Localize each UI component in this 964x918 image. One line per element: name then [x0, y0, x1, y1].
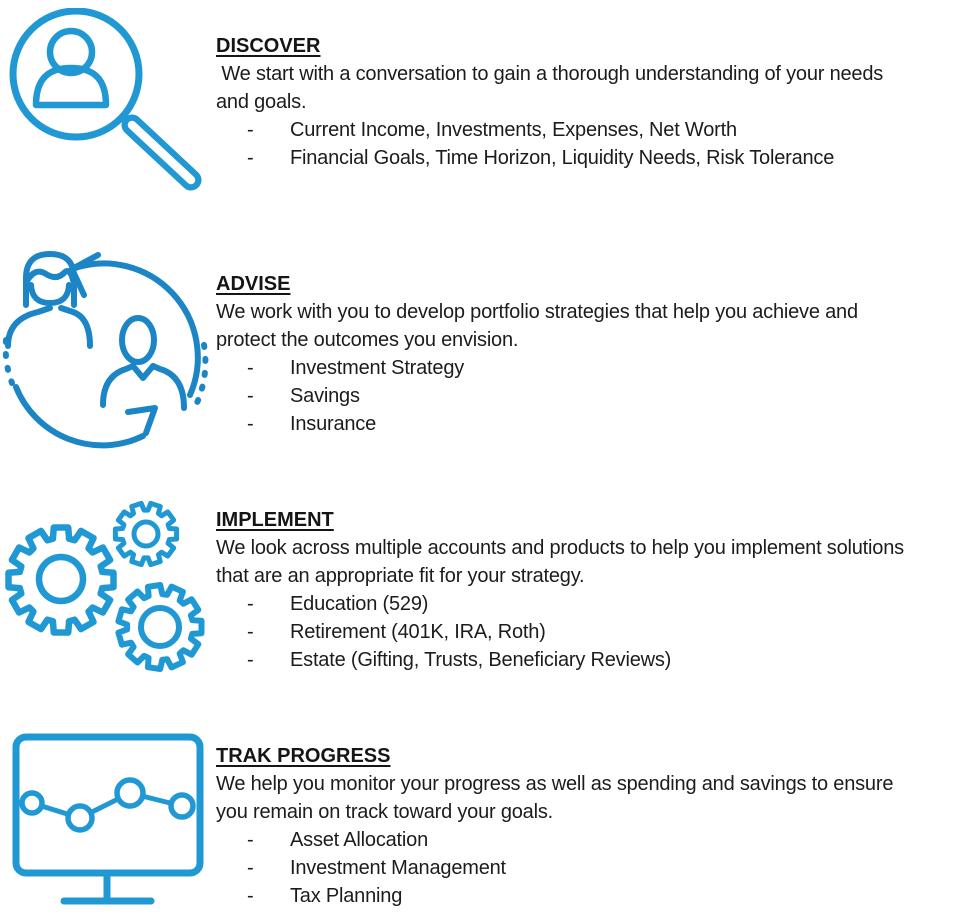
bullet-dash: - — [247, 593, 254, 615]
section-title: DISCOVER — [216, 35, 321, 57]
bullet-text: Savings — [290, 385, 360, 407]
bullet-text: Financial Goals, Time Horizon, Liquidity Needs, Risk Tolerance — [290, 147, 835, 169]
bullet-dash: - — [247, 119, 254, 141]
woman-fringe — [27, 271, 73, 281]
bullet-text: Investment Management — [290, 857, 506, 879]
section-title: IMPLEMENT — [216, 509, 334, 531]
chart-point — [68, 806, 92, 830]
trak-progress-text — [216, 742, 964, 910]
chart-point — [22, 793, 42, 813]
bullet-dash: - — [247, 357, 254, 379]
bullet-dash: - — [247, 413, 254, 435]
arrow-arc-bottom — [16, 387, 143, 445]
bullet-text: Investment Strategy — [290, 357, 465, 379]
bullet-item — [216, 590, 964, 618]
woman-shoulder-left — [8, 308, 50, 346]
bullet-item — [216, 116, 964, 144]
woman-face — [31, 285, 69, 303]
arrowhead-bottom — [128, 408, 155, 433]
section-body-line: We start with a conversation to gain a thorough understanding of your needs — [216, 63, 884, 85]
section-body-line: and goals. — [216, 91, 307, 113]
chart-line — [32, 793, 182, 818]
chart-point — [171, 795, 193, 817]
chart-point — [117, 780, 143, 806]
section-title: ADVISE — [216, 273, 291, 295]
monitor-chart-icon — [12, 733, 204, 909]
advise-text — [216, 270, 964, 438]
bullet-item — [216, 144, 964, 172]
gear-medium — [118, 585, 201, 669]
gear-large — [9, 528, 114, 633]
bullet-text: Insurance — [290, 413, 377, 435]
discover-text — [216, 32, 964, 172]
bullet-item — [216, 354, 964, 382]
bullet-item — [216, 646, 964, 674]
bullet-dash: - — [247, 885, 254, 907]
people-sync-icon — [0, 245, 212, 459]
bullet-dash: - — [247, 829, 254, 851]
bullet-dash: - — [247, 147, 254, 169]
bullet-dash: - — [247, 621, 254, 643]
section-body-line: you remain on track toward your goals. — [216, 801, 554, 823]
gear-small — [115, 503, 176, 564]
bullet-item — [216, 382, 964, 410]
man-head — [122, 318, 154, 362]
section-body-line: that are an appropriate fit for your strategy. — [216, 565, 585, 587]
bullet-text: Asset Allocation — [290, 829, 428, 851]
section-body-line: We help you monitor your progress as well as spending and savings to ensure — [216, 773, 894, 795]
gears-icon — [0, 490, 210, 674]
woman-shoulder-right — [61, 308, 90, 346]
bullet-text: Retirement (401K, IRA, Roth) — [290, 621, 546, 643]
section-title: TRAK PROGRESS — [216, 745, 391, 767]
bullet-item — [216, 854, 964, 882]
section-body-line: We look across multiple accounts and products to help you implement solutions — [216, 537, 904, 559]
bullet-text: Tax Planning — [290, 885, 403, 907]
gear-large-hole — [39, 557, 83, 601]
bullet-item — [216, 410, 964, 438]
bullet-dash: - — [247, 385, 254, 407]
bullet-dash: - — [247, 857, 254, 879]
section-body-line: We work with you to develop portfolio strategies that help you achieve and — [216, 301, 858, 323]
bullet-item — [216, 826, 964, 854]
man-collar — [133, 366, 153, 378]
bullet-item — [216, 882, 964, 910]
bullet-dash: - — [247, 649, 254, 671]
man-shoulders — [103, 366, 184, 408]
magnifier-person-icon — [5, 8, 205, 196]
gear-medium-hole — [141, 608, 179, 646]
gear-small-hole — [134, 522, 158, 546]
section-body-line: protect the outcomes you envision. — [216, 329, 519, 351]
bullet-text: Estate (Gifting, Trusts, Beneficiary Reviews) — [290, 649, 672, 671]
bullet-text: Education (529) — [290, 593, 429, 615]
implement-text — [216, 506, 964, 674]
bullet-item — [216, 618, 964, 646]
bullet-text: Current Income, Investments, Expenses, Net Worth — [290, 119, 737, 141]
